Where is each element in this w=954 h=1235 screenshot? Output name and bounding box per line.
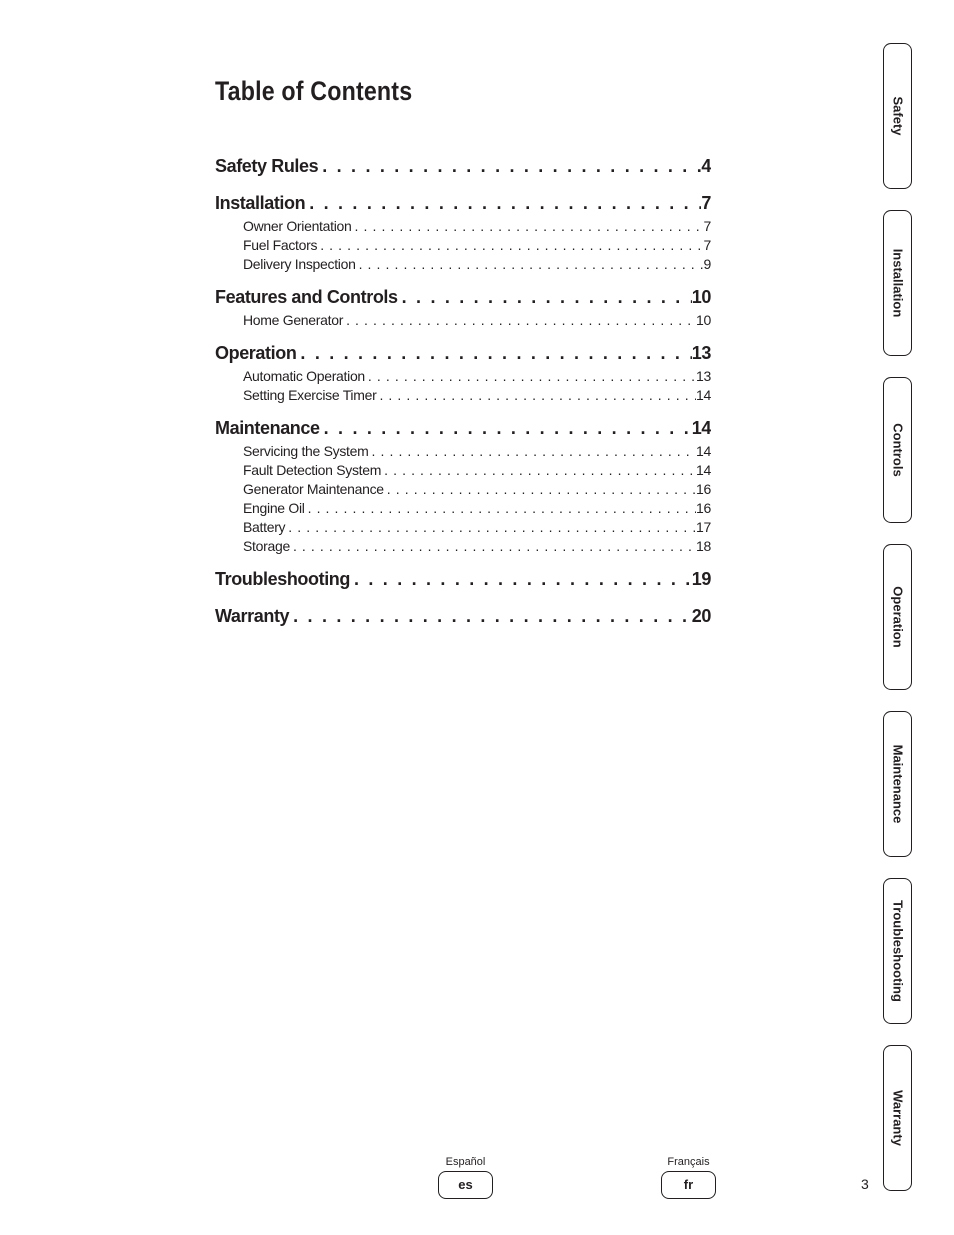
toc-entry-title: Maintenance [215,418,320,438]
side-tab-label: Troubleshooting [890,900,905,1002]
side-tab-controls[interactable] [883,377,912,523]
side-tab-operation[interactable] [883,544,912,690]
leader-dots [290,537,696,556]
toc-section-warranty [215,603,711,630]
toc-subentry-title: Storage [243,538,290,554]
leader-dots [289,603,692,630]
toc-entry-safety-rules[interactable] [215,153,711,180]
toc-subentry-page: 16 [696,481,711,497]
side-tab-warranty[interactable] [883,1045,912,1191]
spanish-button[interactable]: es [438,1171,493,1199]
toc-subentry-page: 7 [703,218,711,234]
side-tab-safety[interactable] [883,43,912,189]
toc-entry-title: Operation [215,343,297,363]
toc-subentry-title: Generator Maintenance [243,481,384,497]
page-number: 3 [861,1176,869,1192]
toc-section-maintenance [215,415,711,556]
toc-subentry-page: 17 [696,519,711,535]
side-tab-label: Maintenance [890,744,905,824]
toc-subentry-servicing-the-system[interactable] [215,442,711,461]
toc-section-troubleshooting [215,566,711,593]
leader-dots [285,518,696,537]
toc-entry-warranty[interactable] [215,603,711,630]
toc-subentry-title: Automatic Operation [243,368,365,384]
leader-dots [365,367,696,386]
toc-subentry-title: Owner Orientation [243,218,352,234]
toc-entry-page: 10 [691,287,711,307]
toc-subentry-title: Servicing the System [243,443,369,459]
toc-subentry-engine-oil[interactable] [215,499,711,518]
toc-subentry-generator-maintenance[interactable] [215,480,711,499]
leader-dots [381,461,696,480]
toc-subentry-page: 14 [696,387,711,403]
toc-section-safety-rules [215,153,711,180]
side-tab-label: Operation [890,586,905,648]
language-option-es [438,1156,493,1199]
toc-subentry-title: Setting Exercise Timer [243,387,377,403]
leader-dots [317,236,703,255]
toc-entry-troubleshooting[interactable] [215,566,711,593]
toc-subentry-page: 7 [703,237,711,253]
toc-entry-title: Troubleshooting [215,569,350,589]
toc-subentry-storage[interactable] [215,537,711,556]
toc-subentry-delivery-inspection[interactable] [215,255,711,274]
toc-entry-title: Safety Rules [215,156,319,176]
toc-subentry-home-generator[interactable] [215,311,711,330]
toc-subentry-title: Fault Detection System [243,462,382,478]
toc-subentry-title: Home Generator [243,312,344,328]
side-tab-label: Controls [890,423,905,477]
leader-dots [305,499,696,518]
toc-subentry-title: Engine Oil [243,500,305,516]
toc-entry-page: 14 [691,418,711,438]
toc-subentry-owner-orientation[interactable] [215,217,711,236]
page-title: Table of Contents [215,76,413,106]
leader-dots [296,340,691,367]
toc-subentry-setting-exercise-timer[interactable] [215,386,711,405]
language-option-fr [661,1156,716,1199]
toc-entry-page: 19 [691,569,711,589]
toc-entry-title: Warranty [215,606,290,626]
language-caption: Français [667,1156,710,1168]
toc-subentry-title: Delivery Inspection [243,256,356,272]
toc-entry-maintenance[interactable] [215,415,711,442]
leader-dots [350,566,692,593]
leader-dots [356,255,704,274]
toc-entry-operation[interactable] [215,340,711,367]
language-caption: Español [445,1156,486,1168]
toc-subentry-page: 9 [703,256,711,272]
leader-dots [398,284,692,311]
french-button[interactable]: fr [661,1171,716,1199]
toc-subentry-automatic-operation[interactable] [215,367,711,386]
toc-section-operation [215,340,711,405]
toc-entry-page: 7 [701,193,711,213]
toc-entry-installation[interactable] [215,190,711,217]
leader-dots [384,480,696,499]
toc-subentry-battery[interactable] [215,518,711,537]
side-tab-label: Safety [890,96,905,136]
side-tab-maintenance[interactable] [883,711,912,857]
table-of-contents [215,153,711,640]
toc-section-installation [215,190,711,274]
toc-section-features-and-controls [215,284,711,330]
leader-dots [369,442,697,461]
side-tab-label: Warranty [890,1090,905,1146]
side-tab-troubleshooting[interactable] [883,878,912,1024]
side-tab-label: Installation [890,248,905,318]
toc-entry-page: 20 [691,606,711,626]
side-tab-installation[interactable] [883,210,912,356]
toc-subentry-page: 14 [696,462,711,478]
toc-subentry-fuel-factors[interactable] [215,236,711,255]
toc-entry-features-and-controls[interactable] [215,284,711,311]
toc-entry-page: 4 [701,156,711,176]
toc-subentry-page: 10 [696,312,711,328]
toc-subentry-page: 14 [696,443,711,459]
leader-dots [343,311,696,330]
toc-entry-title: Features and Controls [215,287,398,307]
leader-dots [320,415,692,442]
toc-subentry-page: 16 [696,500,711,516]
toc-subentry-page: 13 [696,368,711,384]
toc-entry-page: 13 [691,343,711,363]
toc-entry-title: Installation [215,193,306,213]
toc-subentry-title: Battery [243,519,286,535]
toc-subentry-title: Fuel Factors [243,237,318,253]
leader-dots [376,386,696,405]
leader-dots [352,217,704,236]
toc-subentry-page: 18 [696,538,711,554]
toc-subentry-fault-detection-system[interactable] [215,461,711,480]
leader-dots [318,153,701,180]
leader-dots [305,190,701,217]
